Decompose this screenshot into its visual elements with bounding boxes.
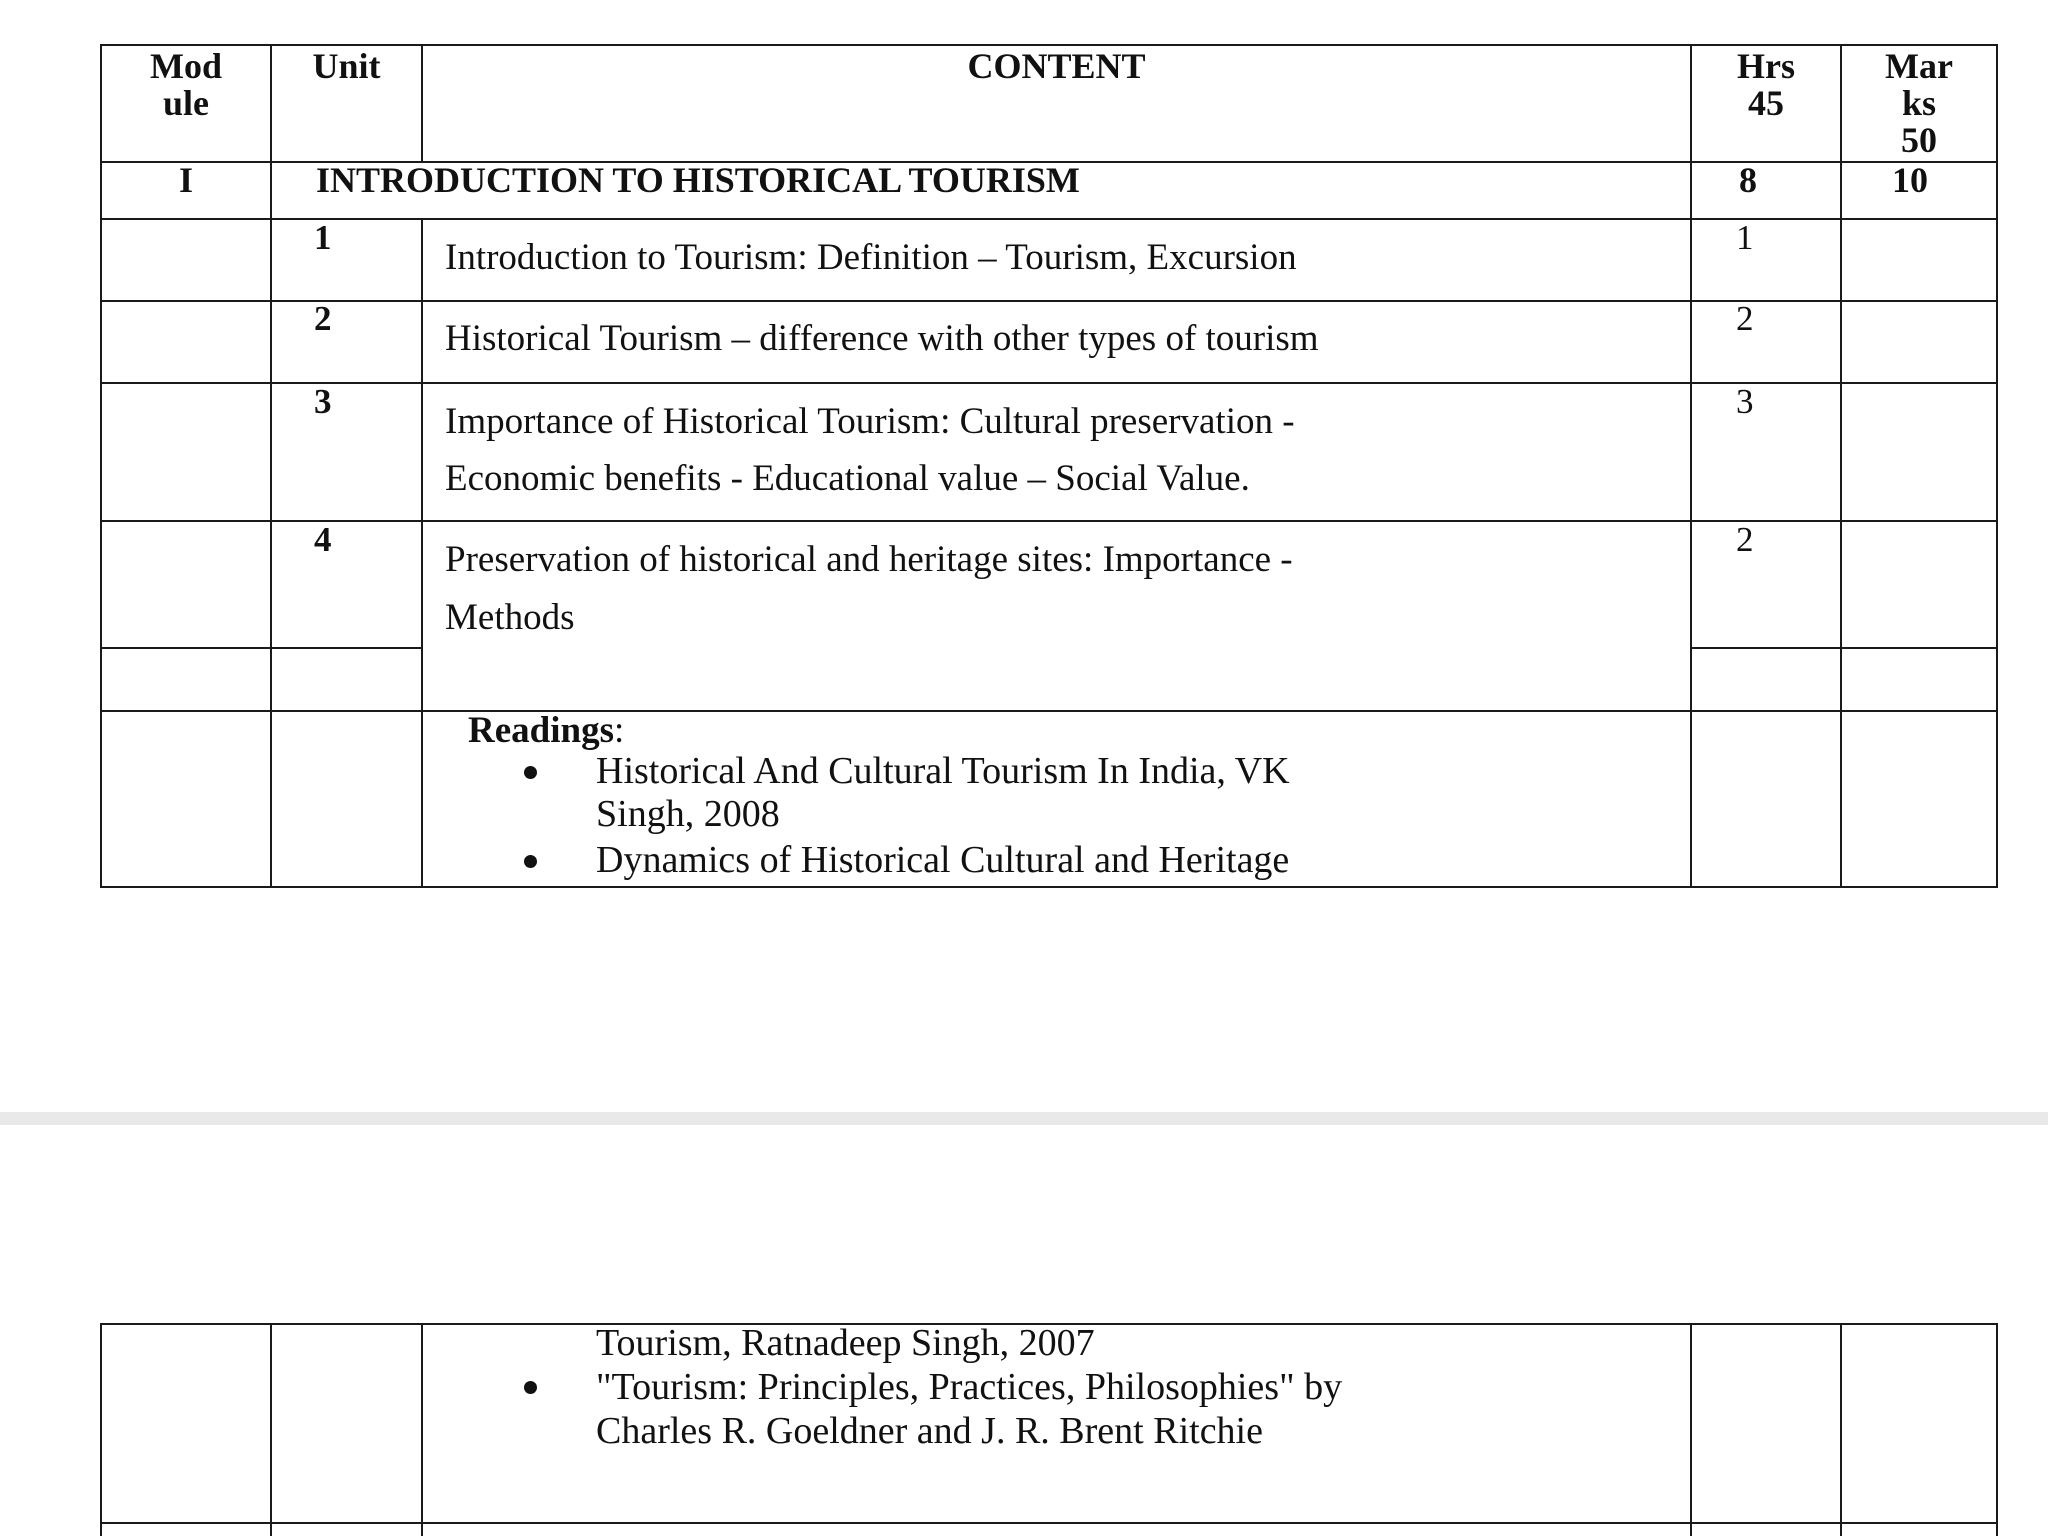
bullet-icon <box>524 766 537 779</box>
header-module-line-2: ule <box>162 83 209 123</box>
header-content: CONTENT <box>967 46 1146 86</box>
unit-number-4: 4 <box>314 520 332 559</box>
unit-content-4-line-1: Preservation of historical and heritage sites: Importance - <box>445 539 1293 580</box>
unit-content-3-line-1: Importance of Historical Tourism: Cultural preservation - <box>445 401 1295 442</box>
unit-hours-4: 2 <box>1736 520 1754 559</box>
reading-3-line-2: Charles R. Goeldner and J. R. Brent Ritchie <box>596 1410 1263 1452</box>
header-unit: Unit <box>312 46 381 86</box>
page-separator <box>0 1112 2048 1125</box>
module-title: INTRODUCTION TO HISTORICAL TOURISM <box>316 160 1080 200</box>
readings-heading <box>468 709 624 753</box>
bullet-icon <box>524 855 537 868</box>
reading-3-line-1: "Tourism: Principles, Practices, Philosophies" by <box>596 1366 1343 1408</box>
header-hours <box>1692 48 1840 122</box>
header-module <box>102 48 270 122</box>
readings-colon: : <box>613 710 625 751</box>
header-hours-line-2: 45 <box>1748 83 1784 123</box>
bullet-icon <box>524 1381 537 1394</box>
header-marks <box>1842 48 1996 159</box>
header-marks-line-1: Mar <box>1885 46 1953 86</box>
unit-number-3: 3 <box>314 382 332 421</box>
reading-2-line-2: Tourism, Ratnadeep Singh, 2007 <box>596 1322 1095 1364</box>
unit-content-4-line-2: Methods <box>445 597 575 638</box>
module-number: I <box>178 160 193 200</box>
readings-label: Readings <box>468 710 614 751</box>
module-hours: 8 <box>1739 160 1757 200</box>
header-hours-line-1: Hrs <box>1737 46 1795 86</box>
unit-number-1: 1 <box>314 218 332 257</box>
reading-1-line-1: Historical And Cultural Tourism In India, VK <box>596 750 1290 792</box>
header-module-line-1: Mod <box>150 46 222 86</box>
header-marks-line-3: 50 <box>1901 120 1937 160</box>
unit-content-2: Historical Tourism – difference with other types of tourism <box>445 318 1319 359</box>
unit-content-1: Introduction to Tourism: Definition – Tourism, Excursion <box>445 237 1297 278</box>
document-page-2 <box>0 1125 2048 1536</box>
unit-hours-3: 3 <box>1736 382 1754 421</box>
unit-hours-2: 2 <box>1736 299 1754 338</box>
unit-content-3-line-2: Economic benefits - Educational value – Social Value. <box>445 458 1250 499</box>
module-marks: 10 <box>1892 160 1928 200</box>
unit-number-2: 2 <box>314 299 332 338</box>
reading-2-line-1: Dynamics of Historical Cultural and Heritage <box>596 839 1290 881</box>
unit-hours-1: 1 <box>1736 218 1754 257</box>
header-marks-line-2: ks <box>1901 83 1937 123</box>
reading-1-line-2: Singh, 2008 <box>596 793 780 835</box>
